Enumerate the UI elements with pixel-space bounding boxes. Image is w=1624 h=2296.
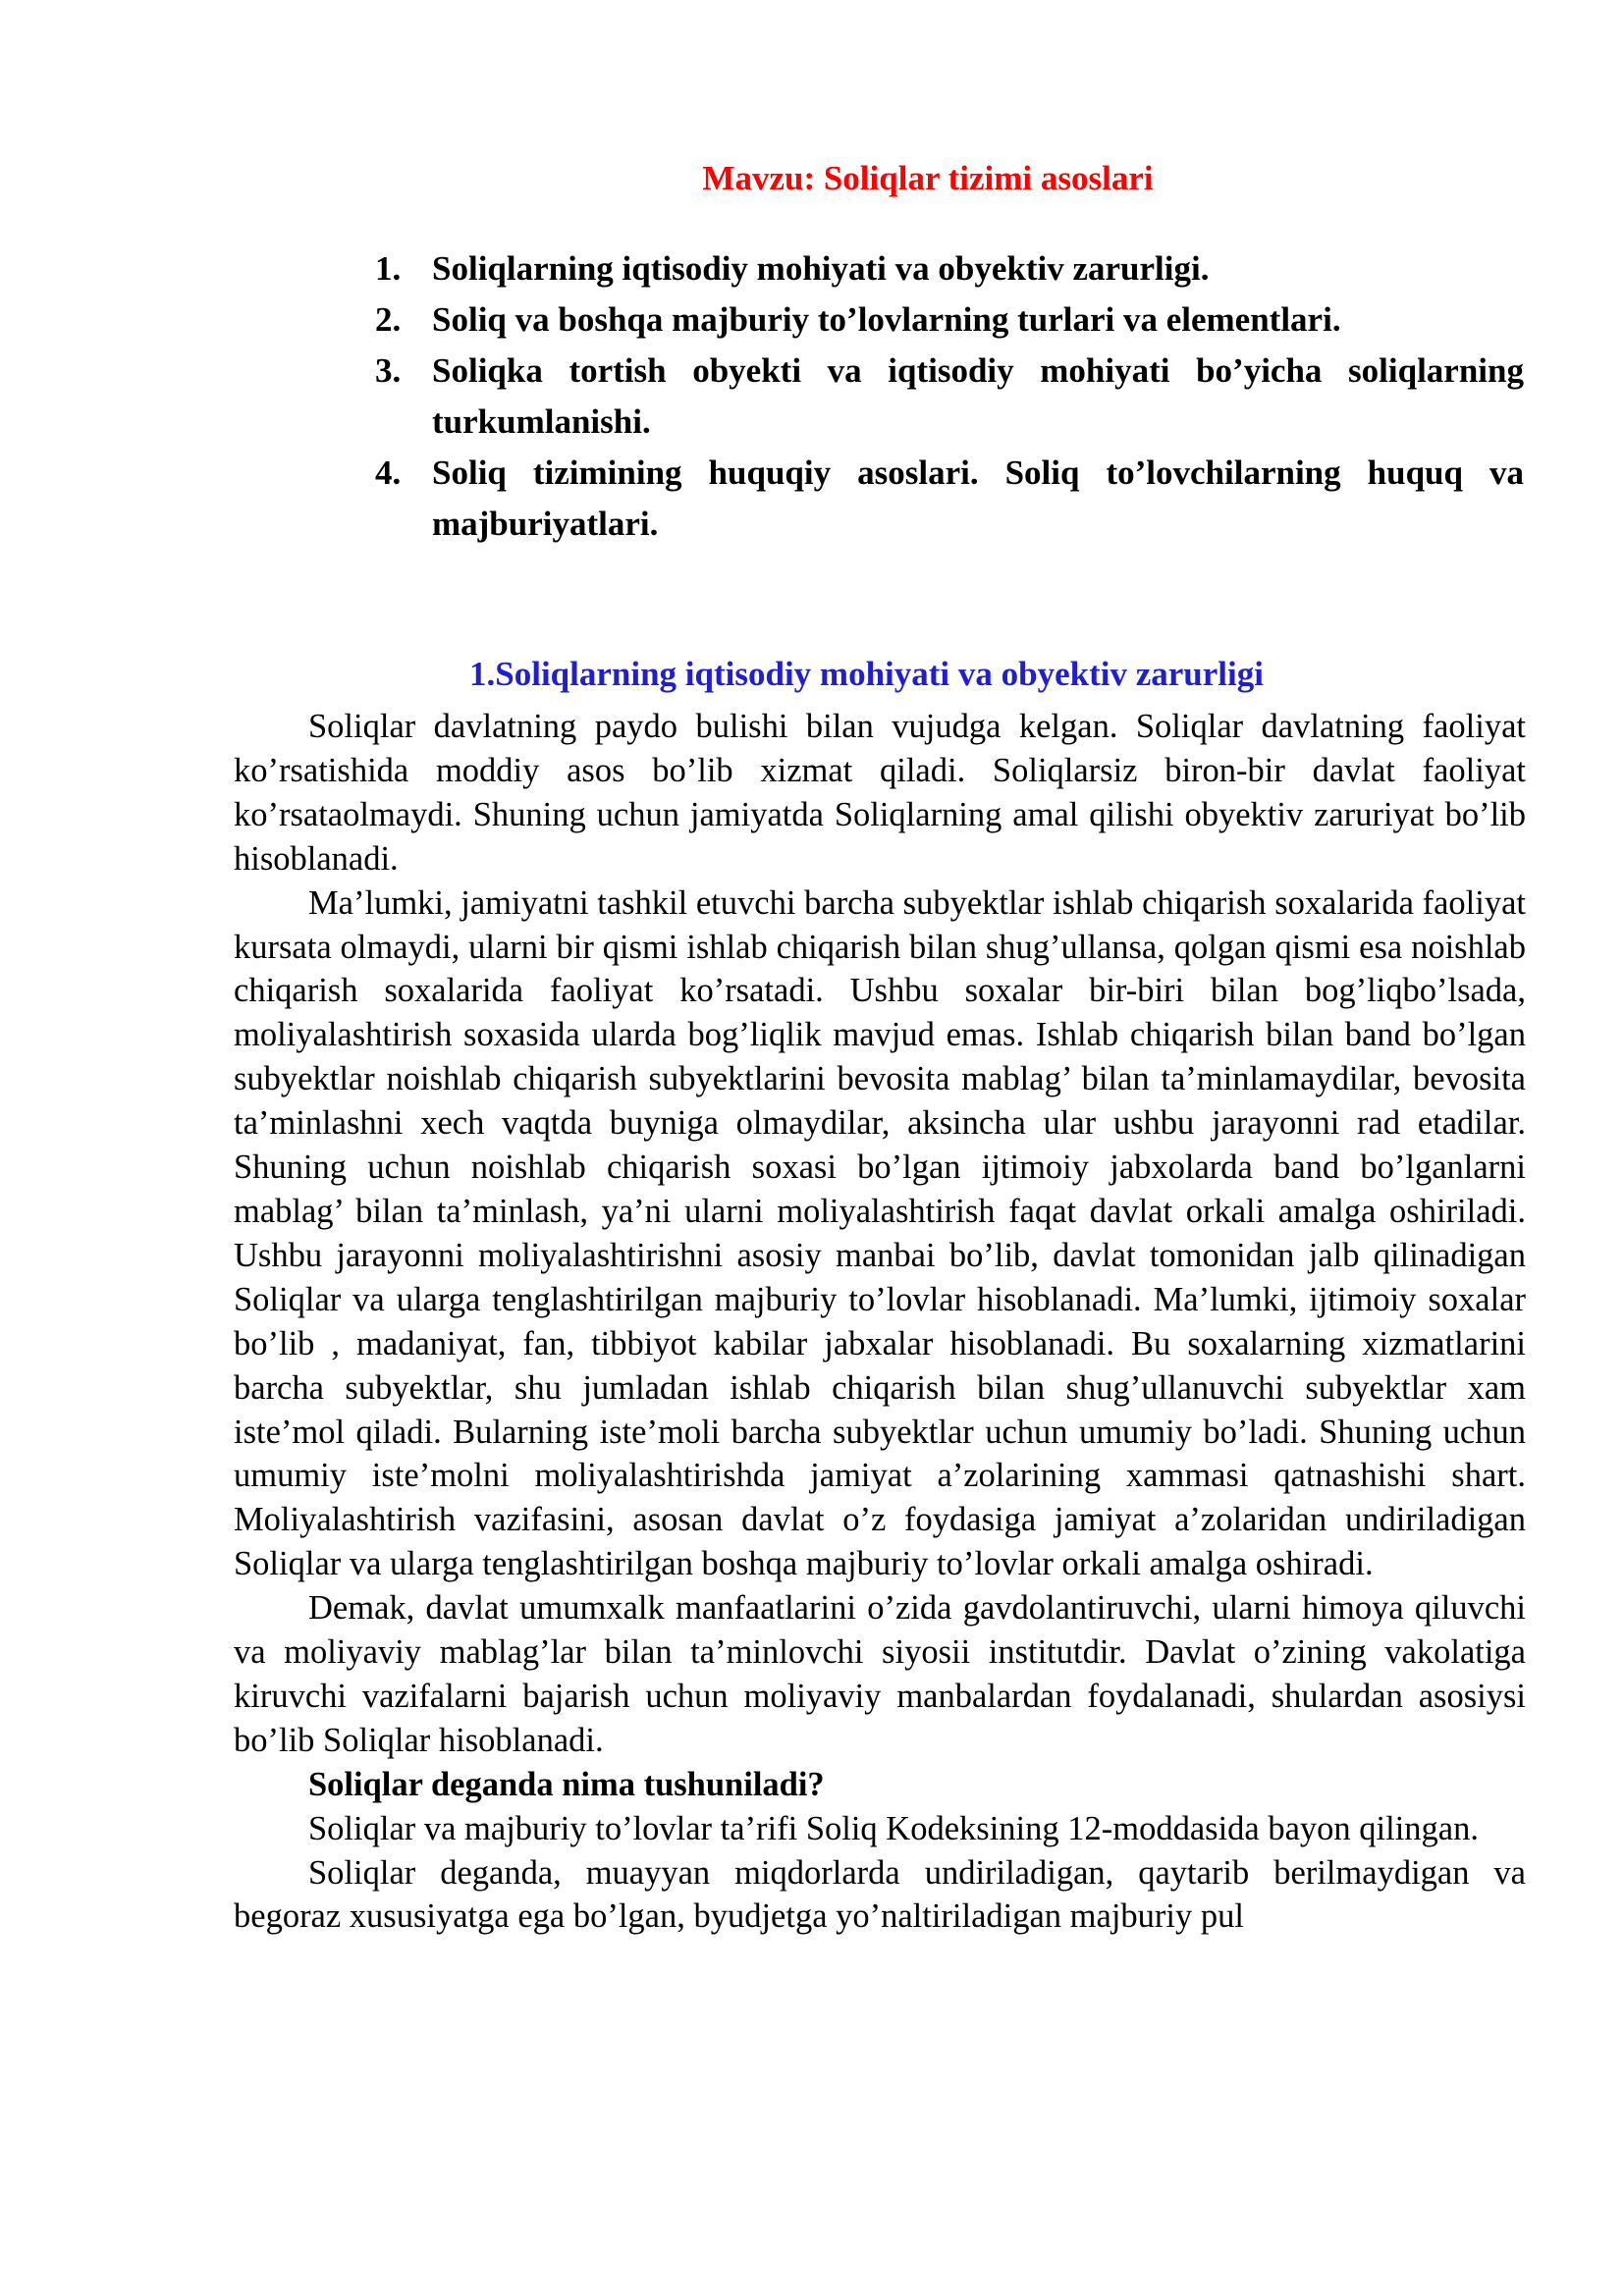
outline-item-number: 2. <box>375 300 402 339</box>
body-paragraph: Demak, davlat umumxalk manfaatlarini o’zida gavdolantiruvchi, ularni himoya qiluvchi va moliyaviy mablag’lar bilan ta’minlovchi siyosii institutdir. Davlat o’zining vakolatiga kiruvchi vazifalarni bajarish uchun moliyaviy manbalardan foydalanadi, shulardan asosiysi bo’lib Soliqlar hisoblanadi. <box>234 1589 1526 1759</box>
document-title: Mavzu: Soliqlar tizimi asoslari <box>702 159 1154 197</box>
body-paragraph: Ma’lumki, jamiyatni tashkil etuvchi barcha subyektlar ishlab chiqarish soxalarida faoliyat kursata olmaydi, ularni bir qismi ishlab chiqarish bilan shug’ullansa, qolgan qismi esa noishlab chiqarish soxalarida faoliyat ko’rsatadi. Ushbu soxalar bir-biri bilan bog’liqbo’lsada, moliyalashtirish soxasida ularda bog’liqlik mavjud emas. Ishlab chiqarish bilan band bo’lgan subyektlar noishlab chiqarish subyektlarini bevosita mablag’ bilan ta’minlamaydilar, bevosita ta’minlashni xech vaqtda buyniga olmaydilar, aksincha ular ushbu jarayonni rad etadilar. Shuning uchun noishlab chiqarish soxasi bo’lgan ijtimoiy jabxolarda band bo’lganlarni mablag’ bilan ta’minlash, ya’ni ularni moliyalashtirish faqat davlat orkali amalga oshiriladi. Ushbu jarayonni moliyalashtirishni asosiy manbai bo’lib, davlat tomonidan jalb qilinadigan Soliqlar va ularga tenglashtirilgan majburiy to’lovlar hisoblanadi. Ma’lumki, ijtimoiy soxalar bo’lib , madaniyat, fan, tibbiyot kabilar jabxalar hisoblanadi. Bu soxalarning xizmatlarini barcha subyektlar, shu jumladan ishlab chiqarish bilan shug’ullanuvchi subyektlar xam iste’mol qiladi. Bularning iste’moli barcha subyektlar uchun umumiy bo’ladi. Shuning uchun umumiy iste’molni moliyalashtirishda jamiyat a’zolarining xammasi qatnashishi shart. Moliyalashtirish vazifasini, asosan davlat o’z foydasiga jamiyat a’zolaridan undiriladigan Soliqlar va ularga tenglashtirilgan boshqa majburiy to’lovlar orkali amalga oshiradi. <box>234 883 1526 1583</box>
outline-item-text: Soliqka tortish obyekti va iqtisodiy mohiyati bo’yicha soliqlarning turkumlanishi. <box>432 351 1524 441</box>
outline-item-text: Soliqlarning iqtisodiy mohiyati va obyektiv zarurligi. <box>432 249 1210 288</box>
topic-outline <box>375 243 1524 550</box>
outline-item-number: 1. <box>375 249 402 288</box>
outline-item <box>375 346 1524 448</box>
section-heading: 1.Soliqlarning iqtisodiy mohiyati va obyektiv zarurligi <box>469 655 1264 693</box>
outline-item <box>375 448 1524 550</box>
body-paragraph: Soliqlar deganda, muayyan miqdorlarda undiriladigan, qaytarib berilmaydigan va begoraz xususiyatga ega bo’lgan, byudjetga yo’naltiriladigan majburiy pul <box>234 1853 1526 1936</box>
body-text <box>234 705 1526 1939</box>
body-paragraph: Soliqlar va majburiy to’lovlar ta’rifi Soliq Kodeksining 12-moddasida bayon qilingan. <box>308 1809 1479 1847</box>
outline-item <box>375 294 1524 346</box>
outline-item-number: 3. <box>375 351 402 390</box>
outline-item-number: 4. <box>375 454 402 492</box>
outline-item-text: Soliq va boshqa majburiy to’lovlarning turlari va elementlari. <box>432 300 1341 339</box>
outline-item <box>375 243 1524 294</box>
question-subheading: Soliqlar deganda nima tushuniladi? <box>308 1765 825 1803</box>
body-paragraph: Soliqlar davlatning paydo bulishi bilan vujudga kelgan. Soliqlar davlatning faoliyat ko’rsatishida moddiy asos bo’lib xizmat qiladi. Soliqlarsiz biron-bir davlat faoliyat ko’rsataolmaydi. Shuning uchun jamiyatda Soliqlarning amal qilishi obyektiv zaruriyat bo’lib hisoblanadi. <box>234 708 1526 878</box>
outline-item-text: Soliq tizimining huquqiy asoslari. Soliq to’lovchilarning huquq va majburiyatlari. <box>432 454 1524 543</box>
